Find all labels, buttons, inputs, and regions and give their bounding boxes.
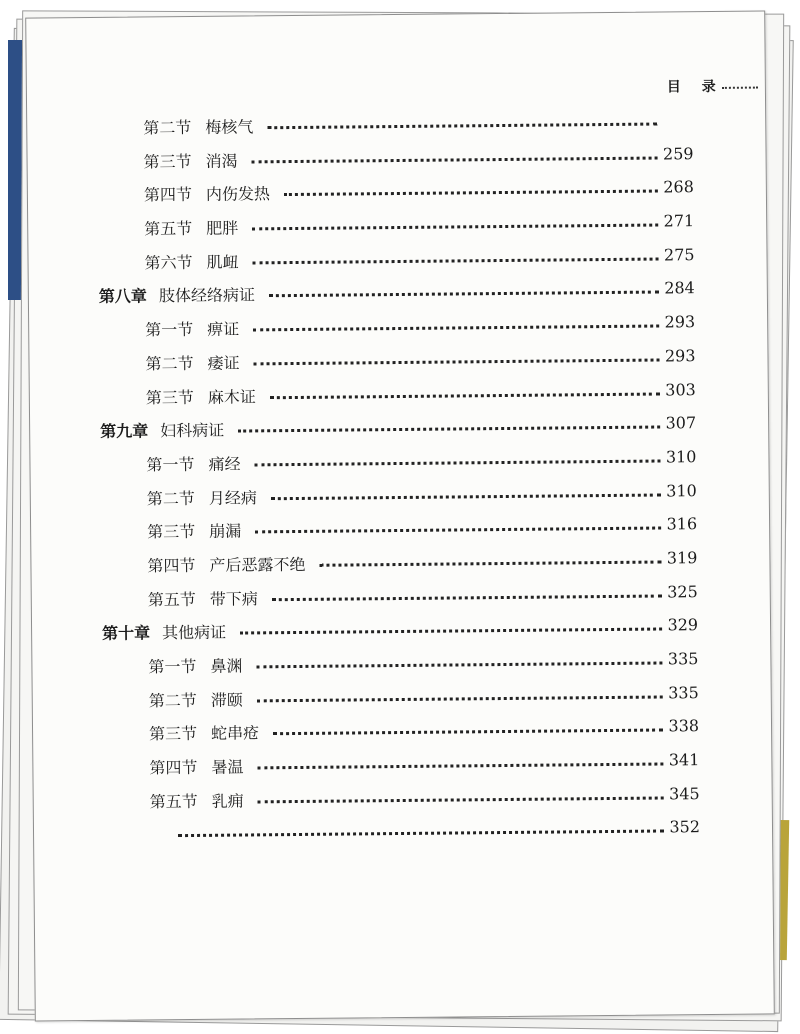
page-number: 310	[665, 447, 697, 467]
dot-leader	[238, 426, 660, 433]
dot-leader	[253, 257, 659, 264]
toc-section-row	[102, 649, 702, 688]
section-number: 第二节	[148, 690, 197, 711]
page-number: 271	[663, 211, 695, 231]
toc-section-row	[98, 211, 698, 250]
toc-section-row	[100, 380, 700, 419]
toc-section-row	[101, 514, 701, 553]
toc-entry-label	[143, 114, 253, 138]
section-number: 第三节	[148, 724, 198, 744]
toc-section-row	[104, 784, 704, 823]
dot-leader	[254, 459, 660, 466]
page-number: 293	[664, 345, 696, 366]
toc-entry-label	[148, 654, 242, 678]
toc-entry-label	[150, 823, 164, 842]
section-number: 第一节	[146, 454, 195, 475]
book-cover-edge	[8, 40, 22, 300]
dot-leader	[267, 123, 657, 130]
toc-section-row	[102, 582, 702, 621]
toc-entry-label	[99, 283, 255, 307]
section-number: 第五节	[144, 219, 193, 239]
section-number: 第五节	[149, 791, 198, 812]
dot-leader	[269, 291, 659, 298]
dot-leader	[240, 628, 662, 635]
section-number: 第一节	[145, 320, 194, 340]
section-number: 第四节	[143, 185, 193, 205]
page-number: 259	[662, 143, 694, 164]
page-number: 310	[666, 480, 697, 501]
page-number: 325	[667, 581, 698, 602]
section-title: 月经病	[208, 487, 257, 508]
section-title: 麻木证	[207, 386, 256, 407]
section-title: 痹证	[207, 319, 240, 339]
toc-entry-label	[146, 451, 240, 475]
page-number: 316	[666, 514, 698, 534]
section-title: 痿证	[207, 353, 240, 373]
toc-section-row	[100, 447, 700, 486]
section-title: 鼻渊	[210, 656, 243, 676]
page-number: 341	[668, 750, 700, 770]
section-number: 第二节	[145, 353, 194, 374]
toc-section-row	[98, 245, 698, 284]
dot-leader	[252, 156, 658, 163]
section-title: 梅核气	[205, 117, 254, 137]
section-title: 消渴	[205, 151, 238, 171]
toc-chapter-row	[102, 615, 702, 654]
toc-entry-label	[143, 148, 237, 172]
section-number: 第三节	[143, 151, 192, 172]
dot-leader	[258, 796, 664, 803]
dot-leader	[284, 190, 658, 197]
toc-entry-label	[147, 552, 305, 577]
section-title: 暑温	[211, 757, 244, 777]
section-title: 内伤发热	[205, 184, 271, 205]
toc-section-row	[103, 683, 703, 722]
toc-entry-label	[146, 384, 256, 408]
running-head-title: 目 录	[666, 78, 724, 96]
section-number: 第六节	[144, 252, 193, 273]
toc-entry-label	[145, 317, 239, 341]
running-head-leader	[722, 87, 758, 89]
section-number: 第二节	[146, 488, 195, 508]
section-number: 第五节	[147, 589, 196, 610]
chapter-title: 妇科病证	[160, 420, 225, 441]
toc-entry-label	[147, 519, 241, 543]
toc-entry-label	[144, 182, 270, 206]
toc-section-row	[99, 312, 699, 351]
page-number: 335	[668, 682, 699, 703]
section-number: 第二节	[143, 117, 192, 138]
toc-chapter-row	[100, 413, 700, 452]
chapter-title: 其他病证	[162, 622, 227, 643]
page-number: 303	[665, 379, 696, 399]
page-number: 293	[664, 312, 696, 332]
dot-leader	[178, 830, 664, 838]
dot-leader	[255, 527, 661, 534]
section-title: 肥胖	[206, 218, 239, 238]
toc-entry-label	[150, 788, 244, 812]
chapter-title: 肢体经络病证	[158, 285, 255, 306]
toc-entry-label	[144, 216, 238, 240]
toc-entry-label	[102, 620, 226, 644]
toc-section-row	[104, 818, 704, 857]
toc-section-row	[103, 750, 703, 789]
toc-section-row	[97, 144, 697, 183]
dot-leader	[273, 729, 663, 736]
section-number: 第四节	[149, 758, 198, 778]
toc-section-row	[99, 346, 699, 385]
dot-leader	[319, 560, 661, 566]
toc-chapter-row	[99, 279, 699, 318]
chapter-number: 第十章	[102, 623, 151, 644]
dot-leader	[272, 594, 662, 601]
toc-entry-label	[149, 755, 243, 779]
dot-leader	[254, 358, 660, 365]
section-number: 第三节	[147, 522, 196, 542]
dot-leader	[257, 695, 663, 702]
section-title: 产后恶露不绝	[209, 554, 306, 575]
section-number: 第一节	[148, 656, 197, 677]
page-number: 352	[669, 817, 701, 837]
chapter-number: 第八章	[98, 286, 147, 307]
page-number: 284	[664, 278, 695, 298]
toc-section-row	[103, 716, 703, 755]
page-number: 319	[666, 548, 698, 568]
dot-leader	[252, 224, 658, 231]
page-number: 268	[663, 177, 694, 197]
section-title: 崩漏	[209, 521, 242, 542]
toc-section-row	[101, 481, 701, 520]
section-number: 第三节	[145, 387, 194, 407]
section-title: 乳痈	[211, 791, 244, 811]
section-title: 痛经	[208, 454, 241, 474]
dot-leader	[256, 661, 662, 668]
section-title: 带下病	[209, 588, 258, 609]
page-number: 329	[667, 615, 699, 635]
section-title: 蛇串疮	[211, 723, 260, 744]
table-of-contents	[97, 110, 704, 857]
toc-entry-label	[148, 586, 258, 610]
page-number: 307	[665, 413, 697, 433]
chapter-number: 第九章	[100, 421, 149, 442]
section-number: 第四节	[147, 555, 196, 576]
toc-entry-label	[149, 721, 259, 745]
toc-entry-label	[149, 687, 243, 711]
page-number: 345	[669, 783, 700, 804]
toc-page	[25, 10, 775, 1021]
section-title: 肌衄	[206, 252, 239, 272]
running-head	[667, 76, 758, 97]
toc-section-row	[101, 548, 701, 587]
toc-entry-label	[144, 249, 238, 273]
dot-leader	[270, 392, 660, 399]
toc-entry-label	[145, 350, 239, 374]
dot-leader	[257, 763, 663, 770]
dot-leader	[271, 493, 661, 500]
page-number: 275	[663, 244, 695, 265]
toc-section-row	[98, 178, 698, 217]
dot-leader	[253, 325, 659, 332]
section-title: 滞颐	[210, 690, 243, 710]
toc-section-row	[97, 110, 697, 149]
toc-entry-label	[100, 418, 224, 442]
page-number: 338	[668, 716, 700, 736]
toc-entry-label	[147, 485, 257, 509]
page-number: 335	[667, 649, 699, 669]
